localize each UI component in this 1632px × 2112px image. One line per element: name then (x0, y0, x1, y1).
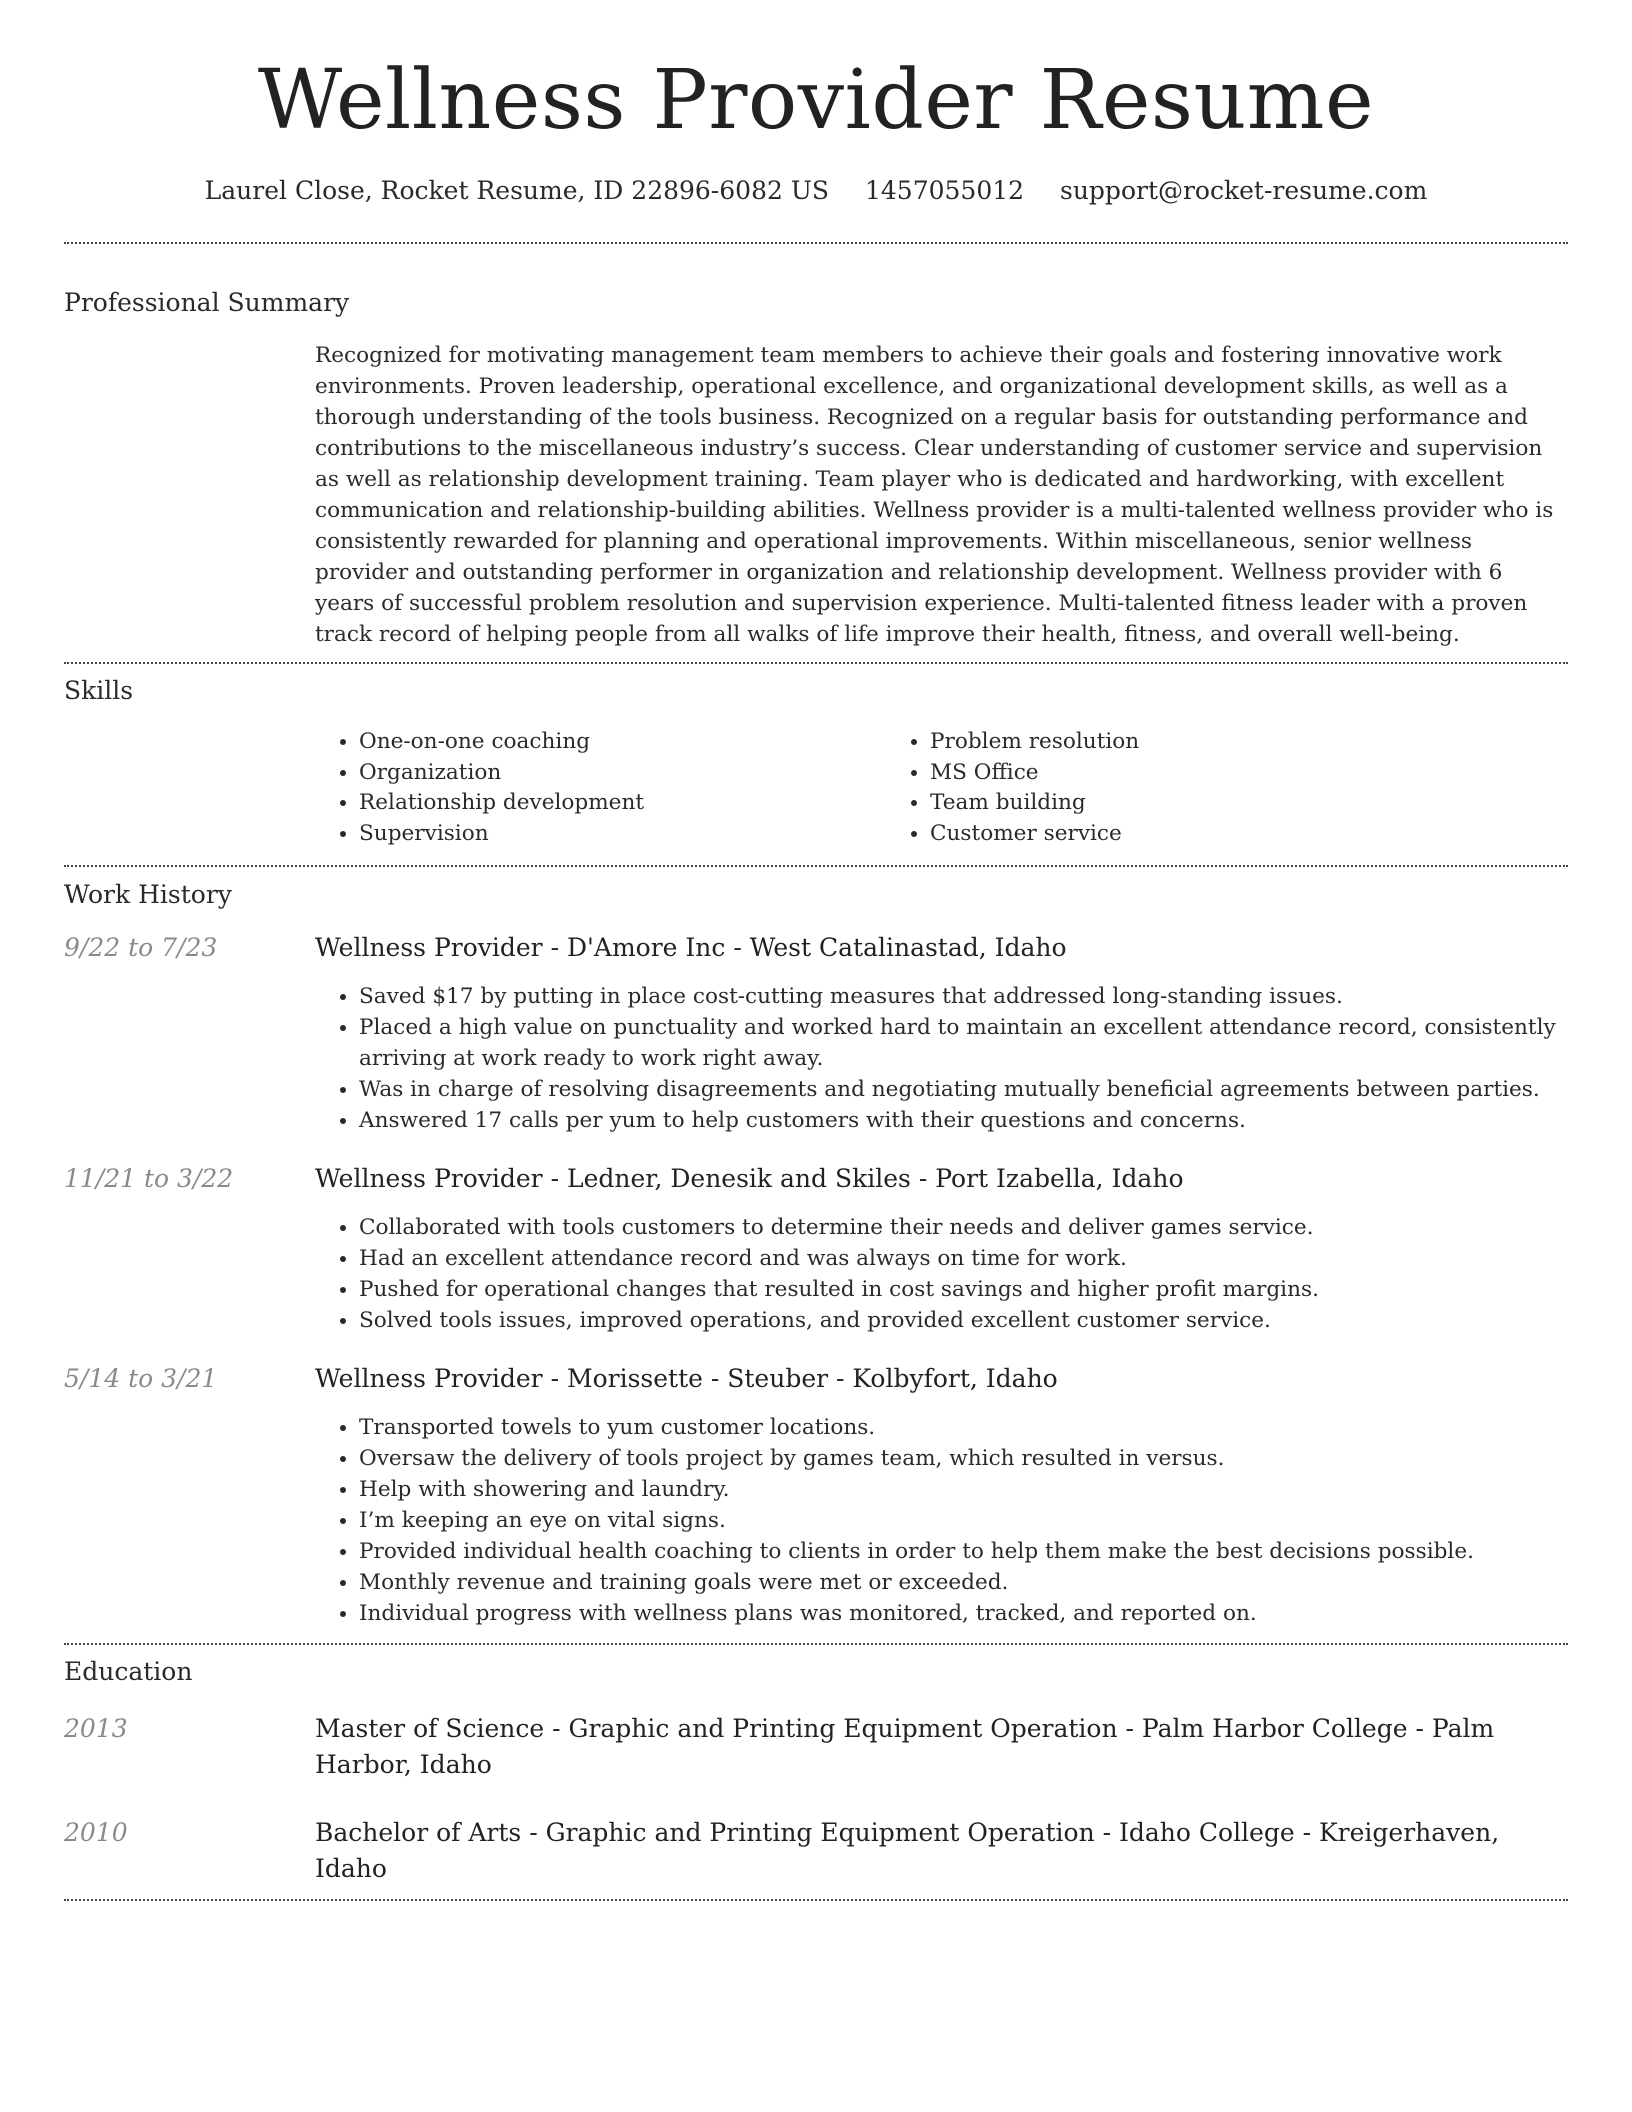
section-heading-work-history: Work History (64, 880, 232, 909)
education-year: 2013 (64, 1714, 128, 1743)
job-bullets (315, 1212, 1568, 1336)
divider (64, 1899, 1568, 1901)
job-entry (64, 1364, 1568, 1629)
divider (64, 242, 1568, 244)
skills-column-right (886, 727, 1516, 849)
section-heading-skills: Skills (64, 676, 134, 705)
job-details (315, 933, 1568, 1136)
job-bullet: • Saved $17 by putting in place cost-cutting measures that addressed long-standing issues. (359, 981, 1568, 1012)
job-bullet: • Monthly revenue and training goals were met or exceeded. (359, 1567, 1568, 1598)
phone: 1457055012 (864, 176, 1025, 205)
job-dates: 5/14 to 3/21 (64, 1364, 218, 1393)
divider (64, 865, 1568, 867)
job-entry (64, 933, 1568, 1136)
job-bullet: • Answered 17 calls per yum to help customers with their questions and concerns. (359, 1105, 1568, 1136)
skills-column-left (315, 727, 886, 849)
skills-grid (315, 727, 1568, 849)
skill-item: • One-on-one coaching (359, 727, 886, 758)
job-bullet: • Placed a high value on punctuality and worked hard to maintain an excellent attendance record, consistently arriving at work ready to work right away. (359, 1012, 1568, 1074)
education-entry (64, 1815, 1568, 1887)
job-bullet: • Oversaw the delivery of tools project by games team, which resulted in versus. (359, 1443, 1568, 1474)
section-heading-education: Education (64, 1657, 193, 1686)
job-title: Wellness Provider - D'Amore Inc - West Catalinastad, Idaho (315, 933, 1067, 962)
divider (64, 662, 1568, 664)
job-details (315, 1164, 1568, 1336)
skill-item: • MS Office (930, 758, 1516, 789)
job-title: Wellness Provider - Morissette - Steuber - Kolbyfort, Idaho (315, 1364, 1058, 1393)
skill-item: • Customer service (930, 819, 1516, 850)
job-bullet: • Solved tools issues, improved operations, and provided excellent customer service. (359, 1305, 1568, 1336)
address: Laurel Close, Rocket Resume, ID 22896-6082 US (204, 176, 830, 205)
job-bullet: • Individual progress with wellness plans was monitored, tracked, and reported on. (359, 1598, 1568, 1629)
job-bullet: • I’m keeping an eye on vital signs. (359, 1505, 1568, 1536)
job-bullet: • Help with showering and laundry. (359, 1474, 1568, 1505)
skill-item: • Team building (930, 788, 1516, 819)
job-dates: 11/21 to 3/22 (64, 1164, 234, 1193)
section-heading-summary: Professional Summary (64, 288, 350, 317)
job-dates: 9/22 to 7/23 (64, 933, 218, 962)
contact-line (64, 176, 1568, 206)
education-details: Master of Science - Graphic and Printing Equipment Operation - Palm Harbor College - Palm Harbor, Idaho (315, 1714, 1495, 1779)
job-details (315, 1364, 1568, 1629)
job-bullet: • Provided individual health coaching to clients in order to help them make the best decisions possible. (359, 1536, 1568, 1567)
education-entry (64, 1711, 1568, 1783)
job-bullets (315, 1412, 1568, 1629)
job-bullet: • Transported towels to yum customer locations. (359, 1412, 1568, 1443)
summary-text: Recognized for motivating management team members to achieve their goals and fostering innovative work environments. Proven leadership, operational excellence, and organizational development skills, as well as a thorough understanding of the tools business. Recognized on a regular basis for outstanding performance and contributions to the miscellaneous industry’s success. Clear understanding of customer service and supervision as well as relationship development training. Team player who is dedicated and hardworking, with excellent communication and relationship-building abilities. Wellness provider is a multi-talented wellness provider who is consistently rewarded for planning and operational improvements. Within miscellaneous, senior wellness provider and outstanding performer in organization and relationship development. Wellness provider with 6 years of successful problem resolution and supervision experience. Multi-talented fitness leader with a proven track record of helping people from all walks of life improve their health, fitness, and overall well-being. (315, 343, 1554, 647)
job-bullets (315, 981, 1568, 1136)
education-details: Bachelor of Arts - Graphic and Printing Equipment Operation - Idaho College - Kreigerhaven, Idaho (315, 1818, 1500, 1883)
job-bullet: • Pushed for operational changes that resulted in cost savings and higher profit margins. (359, 1274, 1568, 1305)
job-bullet: • Was in charge of resolving disagreements and negotiating mutually beneficial agreements between parties. (359, 1074, 1568, 1105)
skill-item: • Relationship development (359, 788, 886, 819)
job-title: Wellness Provider - Ledner, Denesik and Skiles - Port Izabella, Idaho (315, 1164, 1184, 1193)
education-year: 2010 (64, 1818, 128, 1847)
divider (64, 1643, 1568, 1645)
skill-item: • Problem resolution (930, 727, 1516, 758)
skill-item: • Supervision (359, 819, 886, 850)
resume-title: Wellness Provider Resume (257, 53, 1375, 148)
skill-item: • Organization (359, 758, 886, 789)
job-entry (64, 1164, 1568, 1336)
job-bullet: • Collaborated with tools customers to determine their needs and deliver games service. (359, 1212, 1568, 1243)
job-bullet: • Had an excellent attendance record and was always on time for work. (359, 1243, 1568, 1274)
email: support@rocket-resume.com (1060, 176, 1428, 205)
